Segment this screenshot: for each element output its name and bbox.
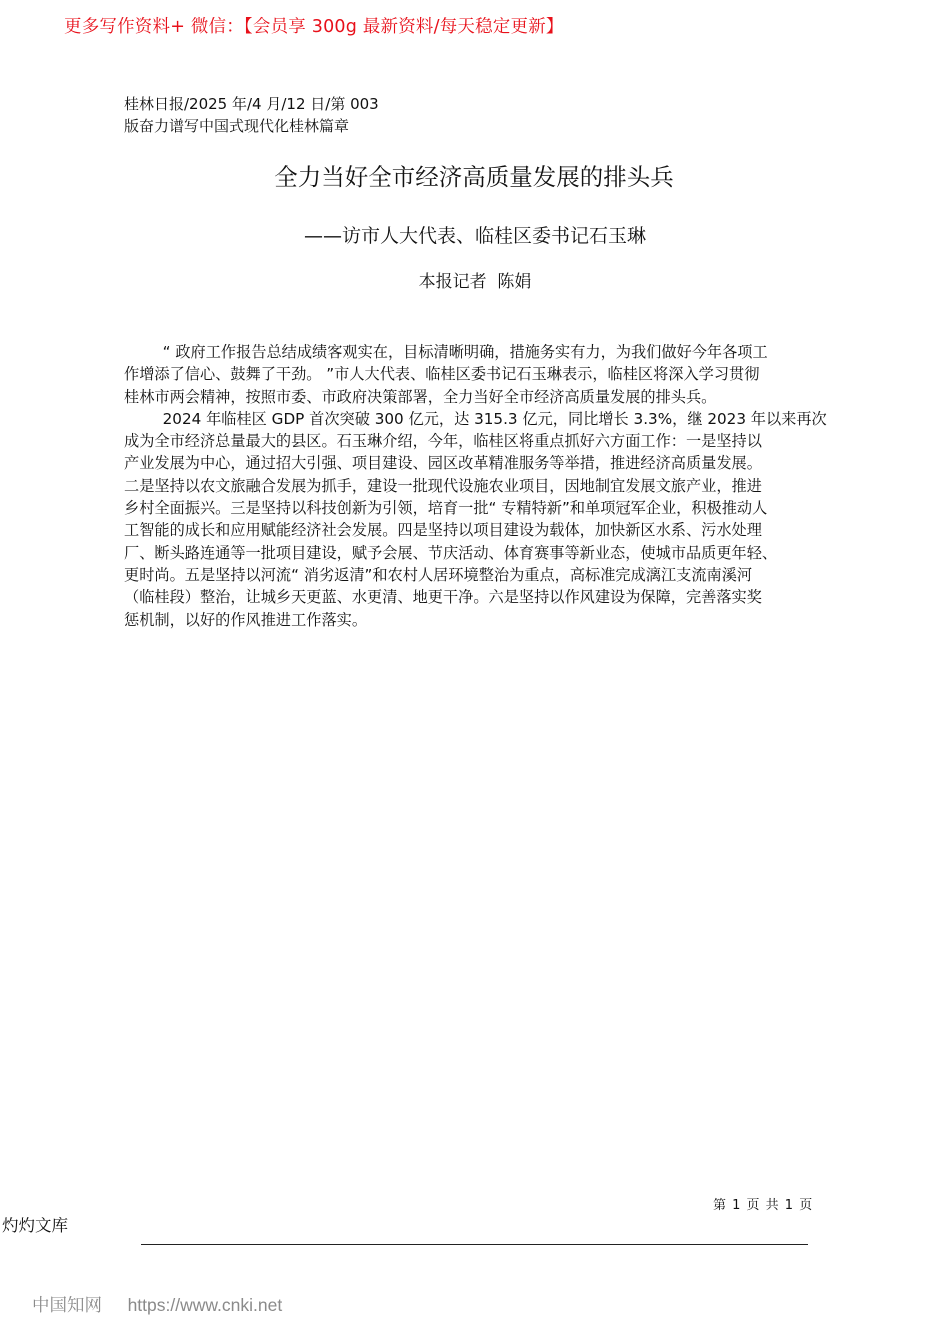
body-line: 更时尚。五是坚持以河流“ 消劣返清”和农村人居环境整治为重点，高标准完成漓江支流南溪河	[124, 565, 753, 584]
body-line: 惩机制，以好的作风推进工作落实。	[124, 610, 367, 629]
article-subtitle: ——访市人大代表、临桂区委书记石玉琳	[303, 225, 646, 247]
body-line: 厂、断头路连通等一批项目建设，赋予会展、节庆活动、体育赛事等新业态，使城市品质更年轻、	[124, 543, 778, 562]
article-subtitle-row	[0, 221, 950, 251]
body-line: 成为全市经济总量最大的县区。石玉琳介绍，今年，临桂区将重点抓好六方面工作：一是坚持以	[124, 432, 762, 451]
site-name: 灼灼文库	[2, 1216, 68, 1235]
body-line: 桂林市两会精神，按照市委、市政府决策部署，全力当好全市经济高质量发展的排头兵。	[124, 387, 717, 406]
article-title-row	[0, 160, 950, 194]
article-byline: 本报记者 陈娟	[418, 272, 532, 292]
section-line: 版奋力谱写中国式现代化桂林篇章	[124, 117, 350, 135]
body-line: （临桂段）整治，让城乡天更蓝、水更清、地更干净。六是坚持以作风建设为保障，完善落实奖	[124, 588, 762, 607]
footer-divider	[141, 1244, 808, 1245]
promo-banner: 更多写作资料+ 微信：【会员享 300g 最新资料/每天稳定更新】	[64, 17, 564, 37]
publication-meta	[124, 93, 379, 137]
body-line: “ 政府工作报告总结成绩客观实在，目标清晰明确，措施务实有力，为我们做好今年各项工	[124, 343, 768, 361]
body-line: 2024 年临桂区 GDP 首次突破 300 亿元，达 315.3 亿元，同比增长 3.3%，继 2023 年以来再次	[124, 409, 827, 428]
article-title: 全力当好全市经济高质量发展的排头兵	[274, 163, 674, 191]
watermark-name: 中国知网	[32, 1296, 102, 1316]
page-number: 第 1 页 共 1 页	[713, 1198, 814, 1213]
cnki-watermark	[32, 1292, 282, 1319]
body-line: 工智能的成长和应用赋能经济社会发展。四是坚持以项目建设为载体，加快新区水系、污水处理	[124, 521, 762, 540]
article-body	[124, 341, 844, 631]
source-line: 桂林日报/2025 年/4 月/12 日/第 003	[124, 95, 379, 113]
watermark-url: https://www.cnki.net	[127, 1295, 283, 1315]
body-line: 乡村全面振兴。三是坚持以科技创新为引领，培育一批“ 专精特新”和单项冠军企业，积极推动人	[124, 499, 768, 518]
body-line: 二是坚持以农文旅融合发展为抓手，建设一批现代设施农业项目，因地制宜发展文旅产业，推进	[124, 476, 762, 495]
body-line: 产业发展为中心，通过招大引强、项目建设、园区改革精准服务等举措，推进经济高质量发展。	[124, 454, 762, 473]
body-line: 作增添了信心、鼓舞了干劲。 ”市人大代表、临桂区委书记石玉琳表示，临桂区将深入学习贯彻	[124, 365, 760, 384]
